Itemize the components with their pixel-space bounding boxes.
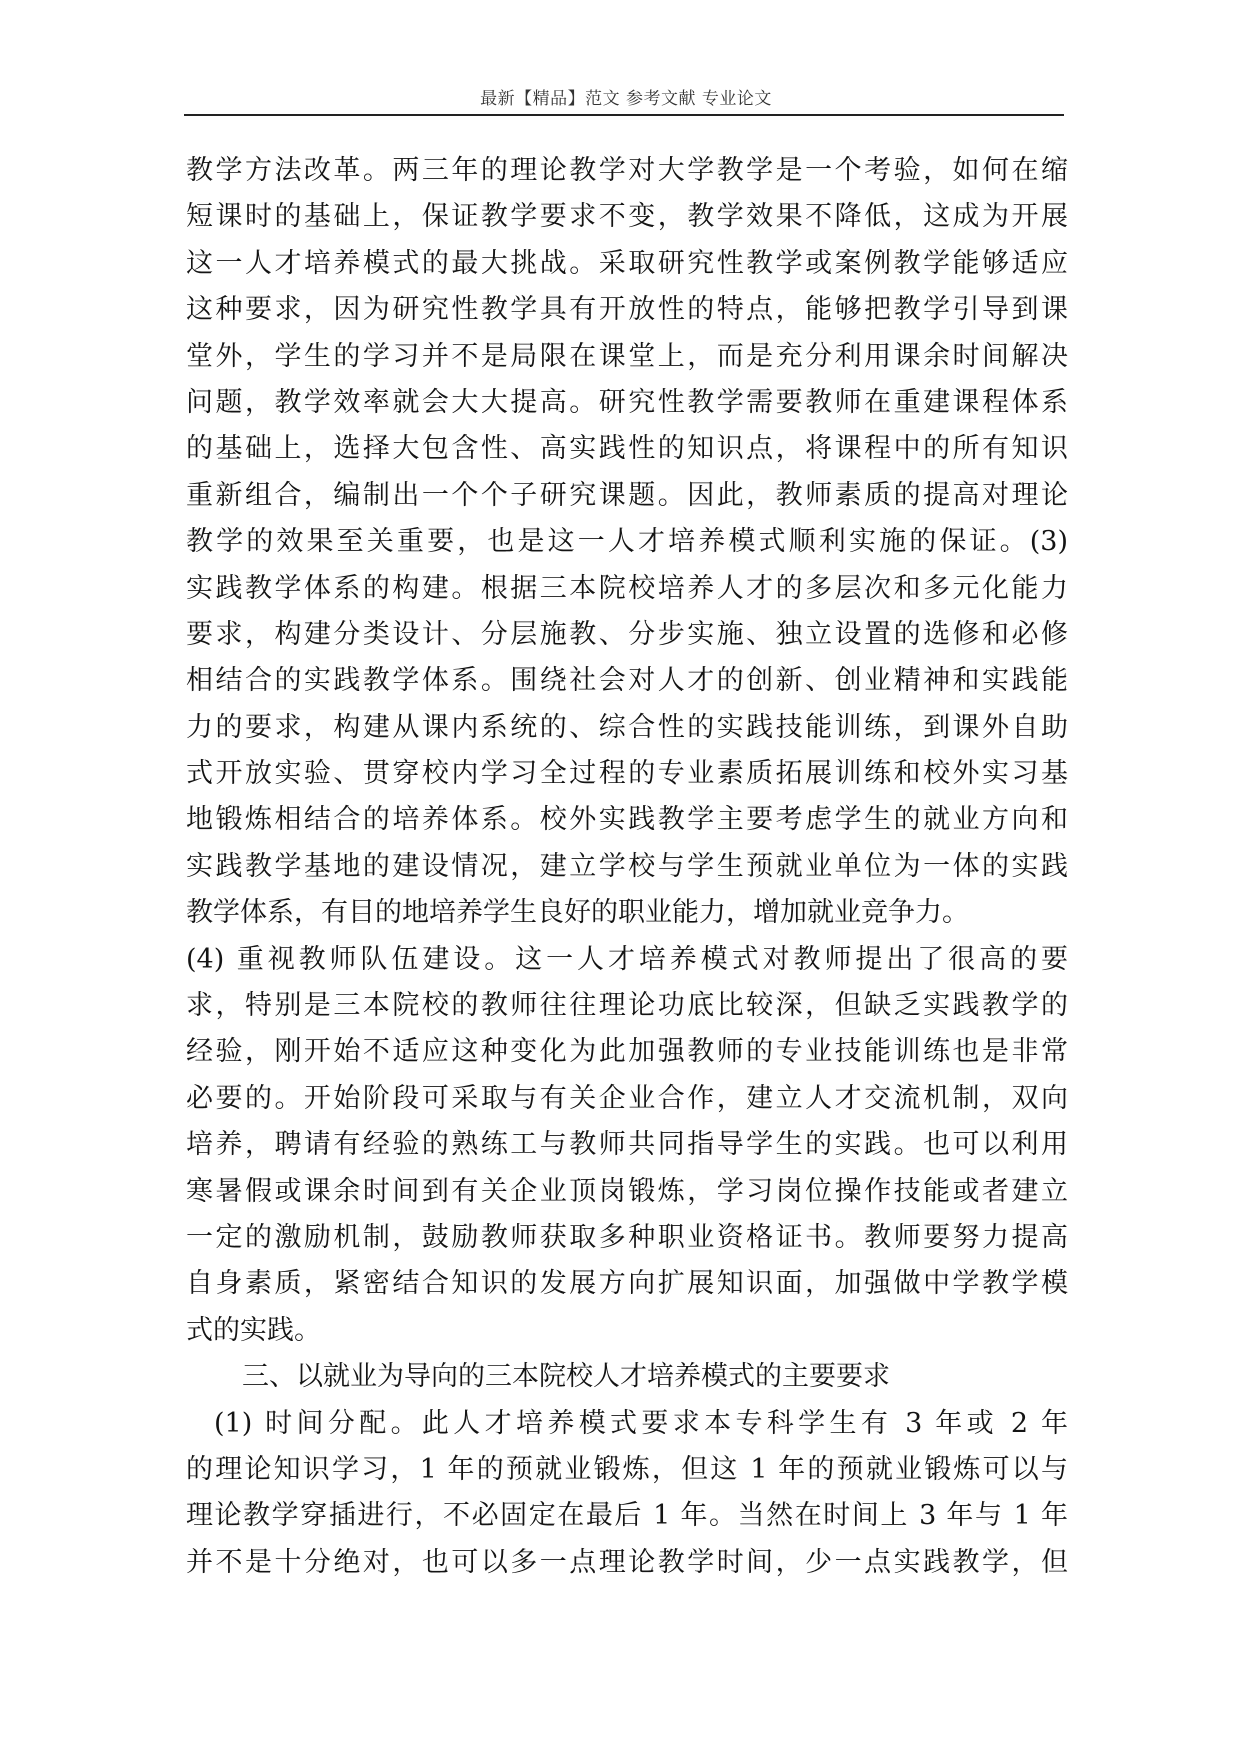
body-text (186, 148, 1068, 1586)
text-line: 并不是十分绝对，也可以多一点理论教学时间，少一点实践教学，但 (186, 1546, 1068, 1578)
text-line: (4) 重视教师队伍建设。这一人才培养模式对教师提出了很高的要 (186, 943, 1068, 975)
text-line: 式开放实验、贯穿校内学习全过程的专业素质拓展训练和校外实习基 (186, 758, 1068, 790)
text-line: 教学方法改革。两三年的理论教学对大学教学是一个考验，如何在缩 (186, 155, 1068, 186)
text-line: 经验，刚开始不适应这种变化为此加强教师的专业技能训练也是非常 (186, 1036, 1068, 1068)
text-line: 的理论知识学习，1 年的预就业锻炼，但这 1 年的预就业锻炼可以与 (186, 1453, 1068, 1485)
text-line: (1) 时间分配。此人才培养模式要求本专科学生有 3 年或 2 年 (214, 1407, 1068, 1439)
text-line: 堂外，学生的学习并不是局限在课堂上，而是充分利用课余时间解决 (186, 340, 1068, 372)
text-line: 的基础上，选择大包含性、高实践性的知识点，将课程中的所有知识 (186, 433, 1068, 465)
text-line: 必要的。开始阶段可采取与有关企业合作，建立人才交流机制，双向 (186, 1082, 1068, 1114)
section-heading: 三、以就业为导向的三本院校人才培养模式的主要要求 (242, 1361, 890, 1393)
text-line: 问题，教学效率就会大大提高。研究性教学需要教师在重建课程体系 (186, 386, 1068, 418)
text-line: 力的要求，构建从课内系统的、综合性的实践技能训练，到课外自助 (186, 711, 1068, 743)
text-line: 地锻炼相结合的培养体系。校外实践教学主要考虑学生的就业方向和 (186, 804, 1068, 836)
page-header: 最新【精品】范文 参考文献 专业论文 (480, 89, 772, 109)
text-line: 教学体系，有目的地培养学生良好的职业能力，增加就业竞争力。 (186, 897, 969, 929)
text-line: 求，特别是三本院校的教师往往理论功底比较深，但缺乏实践教学的 (186, 990, 1068, 1022)
text-line: 短课时的基础上，保证教学要求不变，教学效果不降低，这成为开展 (186, 201, 1068, 233)
text-line: 这一人才培养模式的最大挑战。采取研究性教学或案例教学能够适应 (186, 247, 1068, 279)
text-line: 要求，构建分类设计、分层施教、分步实施、独立设置的选修和必修 (186, 618, 1068, 650)
text-line: 一定的激励机制，鼓励教师获取多种职业资格证书。教师要努力提高 (186, 1221, 1068, 1253)
text-line: 实践教学体系的构建。根据三本院校培养人才的多层次和多元化能力 (186, 572, 1068, 604)
text-line: 式的实践。 (186, 1314, 321, 1346)
text-line: 相结合的实践教学体系。围绕社会对人才的创新、创业精神和实践能 (186, 665, 1068, 697)
text-line: 自身素质，紧密结合知识的发展方向扩展知识面，加强做中学教学模 (186, 1268, 1068, 1300)
text-line: 培养，聘请有经验的熟练工与教师共同指导学生的实践。也可以利用 (186, 1129, 1068, 1161)
text-line: 实践教学基地的建设情况，建立学校与学生预就业单位为一体的实践 (186, 850, 1068, 882)
header-rule (184, 114, 1064, 116)
text-line: 寒暑假或课余时间到有关企业顶岗锻炼，学习岗位操作技能或者建立 (186, 1175, 1068, 1207)
text-line: 理论教学穿插进行，不必固定在最后 1 年。当然在时间上 3 年与 1 年 (186, 1500, 1068, 1532)
text-line: 这种要求，因为研究性教学具有开放性的特点，能够把教学引导到课 (186, 294, 1068, 326)
text-line: 教学的效果至关重要，也是这一人才培养模式顺利实施的保证。(3) (186, 526, 1068, 558)
text-line: 重新组合，编制出一个个子研究课题。因此，教师素质的提高对理论 (186, 479, 1068, 511)
